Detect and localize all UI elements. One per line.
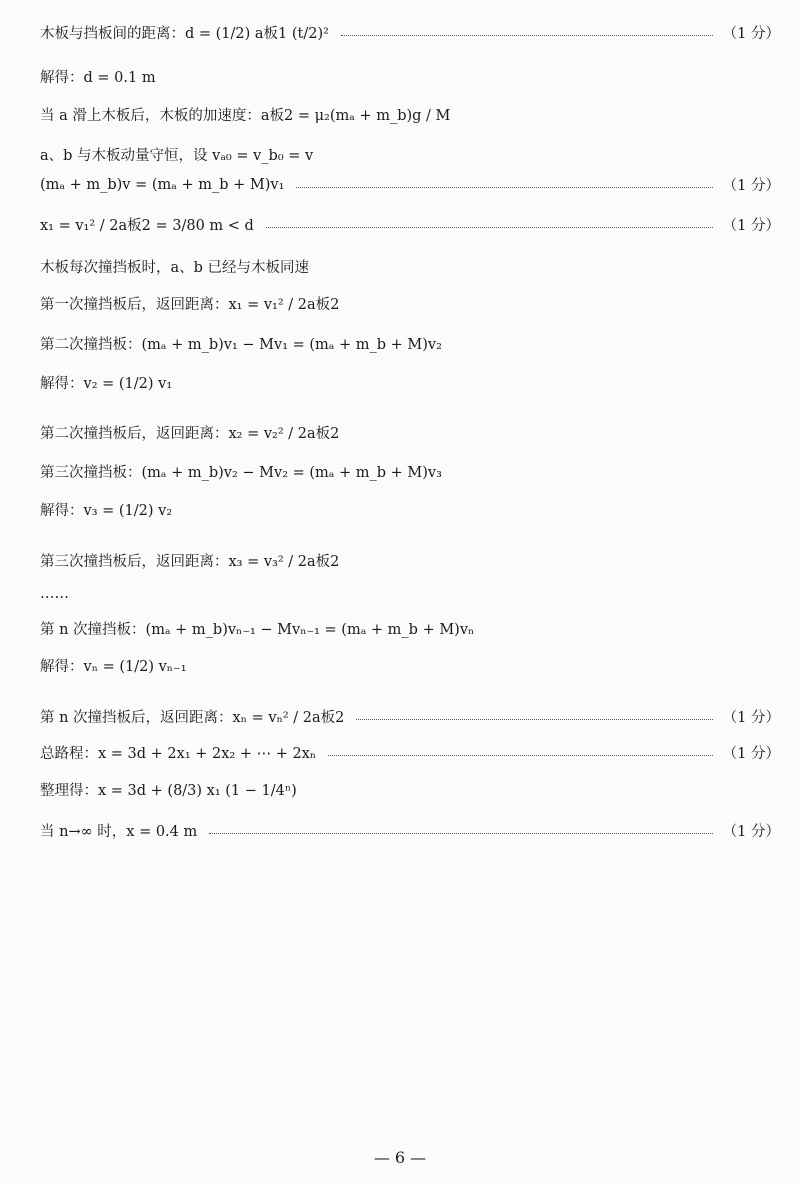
line-solve-v3 bbox=[40, 499, 780, 520]
line-text: 第三次撞挡板后，返回距离：x₃ = v₃² / 2a板2 bbox=[40, 554, 340, 570]
line-solve-vn bbox=[40, 655, 780, 676]
line-text: a、b 与木板动量守恒，设 vₐ₀ = v_b₀ = v bbox=[40, 148, 314, 164]
line-text: 第二次撞挡板：(mₐ + m_b)v₁ − Mv₁ = (mₐ + m_b + M)v₂ bbox=[40, 337, 442, 353]
line-text: 解得：v₃ = (1/2) v₂ bbox=[40, 503, 173, 519]
line-text: 木板每次撞挡板时，a、b 已经与木板同速 bbox=[40, 260, 310, 276]
line-distance bbox=[40, 22, 780, 43]
line-nth-return bbox=[40, 706, 780, 727]
line-text: 第 n 次撞挡板：(mₐ + m_b)vₙ₋₁ − Mvₙ₋₁ = (mₐ + m_b + M)vₙ bbox=[40, 622, 475, 638]
score-label: （1 分） bbox=[722, 710, 780, 726]
line-text: x₁ = v₁² / 2a板2 = 3/80 m < d bbox=[40, 218, 254, 234]
score-label: （1 分） bbox=[722, 824, 780, 840]
line-solve-v2 bbox=[40, 372, 780, 393]
line-ellipsis bbox=[40, 586, 780, 602]
line-total-distance bbox=[40, 742, 780, 763]
line-board-acceleration bbox=[40, 104, 780, 125]
line-text: 木板与挡板间的距离：d = (1/2) a板1 (t/2)² bbox=[40, 26, 329, 42]
line-text: 解得：d = 0.1 m bbox=[40, 70, 156, 86]
score-label: （1 分） bbox=[722, 178, 780, 194]
dot-leader bbox=[356, 719, 712, 720]
page-number: — 6 — bbox=[373, 1148, 427, 1167]
dot-leader bbox=[296, 187, 712, 188]
line-second-collision bbox=[40, 333, 780, 354]
line-text: 总路程：x = 3d + 2x₁ + 2x₂ + ⋯ + 2xₙ bbox=[40, 746, 317, 762]
line-second-return bbox=[40, 422, 780, 443]
line-limit bbox=[40, 820, 780, 841]
line-text: 第一次撞挡板后，返回距离：x₁ = v₁² / 2a板2 bbox=[40, 297, 340, 313]
dot-leader bbox=[266, 227, 713, 228]
line-text: 当 a 滑上木板后，木板的加速度：a板2 = μ₂(mₐ + m_b)g / M bbox=[40, 108, 451, 124]
line-text: 第 n 次撞挡板后，返回距离：xₙ = vₙ² / 2a板2 bbox=[40, 710, 345, 726]
line-solve-d bbox=[40, 66, 780, 87]
line-third-return bbox=[40, 550, 780, 571]
line-momentum-conservation bbox=[40, 144, 780, 165]
line-nth-collision bbox=[40, 618, 780, 639]
line-text: 解得：vₙ = (1/2) vₙ₋₁ bbox=[40, 659, 187, 675]
line-text: 整理得：x = 3d + (8/3) x₁ (1 − 1/4ⁿ) bbox=[40, 783, 297, 799]
line-x1 bbox=[40, 214, 780, 235]
line-text: 第二次撞挡板后，返回距离：x₂ = v₂² / 2a板2 bbox=[40, 426, 340, 442]
line-text: …… bbox=[40, 586, 69, 602]
dot-leader bbox=[341, 35, 713, 36]
line-third-collision bbox=[40, 461, 780, 482]
line-same-speed bbox=[40, 256, 780, 277]
dot-leader bbox=[209, 833, 712, 834]
score-label: （1 分） bbox=[722, 746, 780, 762]
line-text: 当 n→∞ 时，x = 0.4 m bbox=[40, 824, 198, 840]
score-label: （1 分） bbox=[722, 26, 780, 42]
line-text: 第三次撞挡板：(mₐ + m_b)v₂ − Mv₂ = (mₐ + m_b + M)v₃ bbox=[40, 465, 442, 481]
line-simplified bbox=[40, 779, 780, 800]
line-text: (mₐ + m_b)v = (mₐ + m_b + M)v₁ bbox=[40, 176, 285, 193]
line-momentum-equation bbox=[40, 174, 780, 195]
dot-leader bbox=[328, 755, 713, 756]
line-text: 解得：v₂ = (1/2) v₁ bbox=[40, 376, 173, 392]
score-label: （1 分） bbox=[722, 218, 780, 234]
line-first-return bbox=[40, 293, 780, 314]
